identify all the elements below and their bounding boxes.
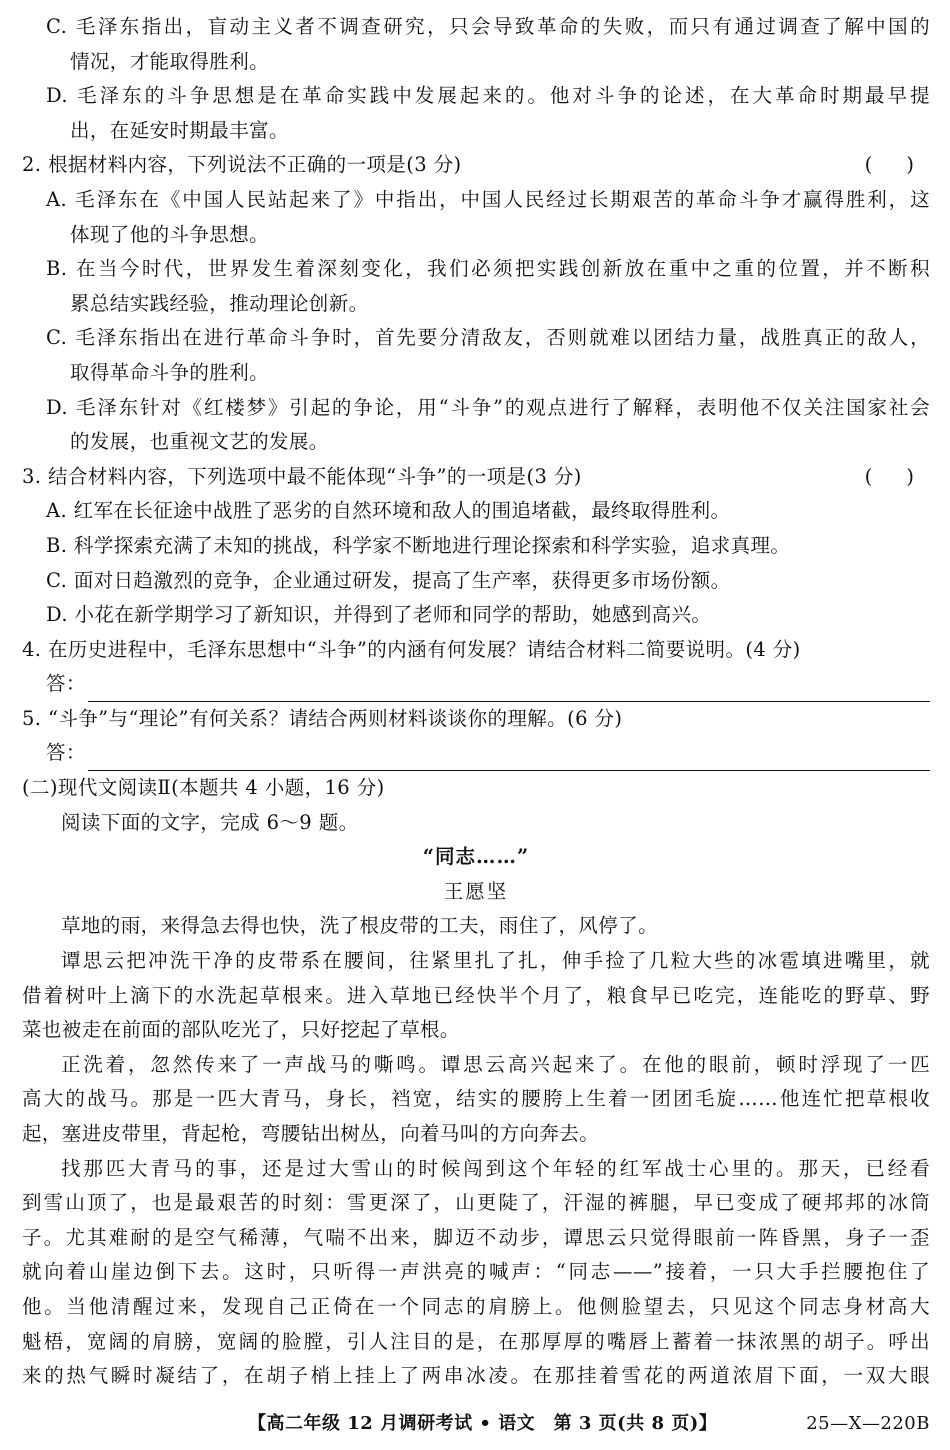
q3-row: [22, 460, 930, 495]
section-heading: (二)现代文阅读Ⅱ(本题共 4 小题，16 分): [22, 776, 385, 800]
q3-stem: 3. 结合材料内容，下列选项中最不能体现“斗争”的一项是(3 分): [22, 464, 582, 488]
passage-p3-line3: 起，塞进皮带里，背起枪，弯腰钻出树丛，向着马叫的方向奔去。: [22, 1122, 600, 1145]
q1-option-d-line2: 出，在延安时期最丰富。: [70, 118, 289, 142]
passage-p3-line2: 高大的战马。那是一匹大青马，身长，裆宽，结实的腰胯上生着一团团毛旋……他连忙把草根收: [22, 1087, 930, 1111]
passage-p4-line7: 来的热气瞬时凝结了，在胡子梢上挂上了两串冰凌。在那挂着雪花的两道浓眉下面，一双大眼: [22, 1364, 930, 1388]
q2-answer-bracket[interactable]: ( ): [864, 153, 928, 177]
q2-stem: 2. 根据材料内容，下列说法不正确的一项是(3 分): [22, 153, 462, 177]
q3-answer-bracket[interactable]: ( ): [864, 464, 928, 488]
passage-p4-line4: 就向着山崖边倒下去。这时，只听得一声洪亮的喊声：“同志——”接着，一只大手拦腰抱住了: [22, 1260, 930, 1284]
passage-p2-line1: 谭思云把冲洗干净的皮带系在腰间，往紧里扎了扎，伸手捡了几粒大些的冰雹填进嘴里，就: [61, 949, 930, 973]
page-footer: [0, 1408, 950, 1440]
q1-option-c-line2: 情况，才能取得胜利。: [70, 49, 270, 73]
passage-p2-line2: 借着树叶上滴下的水洗起草根来。进入草地已经快半个月了，粮食早已吃完，连能吃的野草、野: [22, 983, 930, 1007]
q1-option-c-line1: C. 毛泽东指出，盲动主义者不调查研究，只会导致革命的失败，而只有通过调查了解中国的: [46, 15, 930, 38]
q5-stem: 5. “斗争”与“理论”有何关系？请结合两则材料谈谈你的理解。(6 分): [22, 706, 623, 730]
q3-option-c: C. 面对日趋激烈的竞争，企业通过研发，提高了生产率，获得更多市场份额。: [46, 568, 731, 592]
q2-option-d-line1: D. 毛泽东针对《红楼梦》引起的争论，用“斗争”的观点进行了解释，表明他不仅关注国家社会: [46, 395, 930, 419]
q4-stem: 4. 在历史进程中，毛泽东思想中“斗争”的内涵有何发展？请结合材料二简要说明。(4 分): [22, 637, 801, 661]
q2-option-c-line2: 取得革命斗争的胜利。: [70, 360, 270, 384]
passage-p4-line2: 到雪山顶了，也是最艰苦的时刻：雪更深了，山更陡了，汗湿的裤腿，早已变成了硬邦邦的冰筒: [22, 1191, 930, 1215]
q5-answer-line[interactable]: [88, 748, 930, 771]
passage-title: “同志……”: [422, 845, 530, 869]
passage-p4-line1: 找那匹大青马的事，还是过大雪山的时候闯到这个年轻的红军战士心里的。那天，已经看: [61, 1156, 930, 1180]
passage-p3-line1: 正洗着，忽然传来了一声战马的嘶鸣。谭思云高兴起来了。在他的眼前，顿时浮现了一匹: [61, 1052, 930, 1076]
q3-option-a: A. 红军在长征途中战胜了恶劣的自然环境和敌人的围追堵截，最终取得胜利。: [46, 499, 731, 523]
q5-answer-row: [22, 736, 930, 771]
passage-p4-line6: 魁梧，宽阔的肩膀，宽阔的脸膛，引人注目的是，在那厚厚的嘴唇上蓄着一抹浓黑的胡子。呼出: [22, 1329, 930, 1353]
q2-option-a-line2: 体现了他的斗争思想。: [70, 222, 270, 246]
q4-answer-label: 答：: [46, 672, 86, 696]
passage-p4-line5: 他。当他清醒过来，发现自己正倚在一个同志的肩膀上。他侧脸望去，只见这个同志身材高大: [22, 1294, 930, 1318]
q4-answer-line[interactable]: [88, 679, 930, 702]
passage-author: 王愿坚: [443, 879, 509, 903]
q4-answer-row: [22, 667, 930, 702]
q2-option-c-line1: C. 毛泽东指出在进行革命斗争时，首先要分清敌友，否则就难以团结力量，战胜真正的敌人，: [46, 326, 930, 350]
q3-option-b: B. 科学探索充满了未知的挑战，科学家不断地进行理论探索和科学实验，追求真理。: [46, 533, 791, 557]
section-instruction: 阅读下面的文字，完成 6～9 题。: [61, 810, 359, 834]
q1-option-d-line1: D. 毛泽东的斗争思想是在革命实践中发展起来的。他对斗争的论述，在大革命时期最早提: [46, 84, 930, 108]
exam-page: [22, 10, 930, 1394]
q2-row: [22, 148, 930, 183]
q2-option-b-line2: 累总结实践经验，推动理论创新。: [70, 291, 369, 315]
q2-option-d-line2: 的发展，也重视文艺的发展。: [70, 430, 329, 454]
q2-option-b-line1: B. 在当今时代，世界发生着深刻变化，我们必须把实践创新放在重中之重的位置，并不断积: [46, 257, 930, 281]
q5-answer-label: 答：: [46, 741, 86, 765]
passage-p1-line1: 草地的雨，来得急去得也快，洗了根皮带的工夫，雨住了，风停了。: [61, 914, 659, 938]
footer-paper-code: 25—X—220B: [806, 1413, 930, 1434]
passage-p2-line3: 菜也被走在前面的部队吃光了，只好挖起了草根。: [22, 1018, 460, 1042]
passage-p4-line3: 子。尤其难耐的是空气稀薄，气喘不出来，脚迈不动步，谭思云只觉得眼前一阵昏黑，身子一歪: [22, 1225, 930, 1249]
q2-option-a-line1: A. 毛泽东在《中国人民站起来了》中指出，中国人民经过长期艰苦的革命斗争才赢得胜利，这: [46, 187, 930, 211]
q3-option-d: D. 小花在新学期学习了新知识，并得到了老师和同学的帮助，她感到高兴。: [46, 603, 712, 627]
footer-exam-info: 【高二年级 12 月调研考试 • 语文 第 3 页(共 8 页)】: [248, 1413, 718, 1434]
